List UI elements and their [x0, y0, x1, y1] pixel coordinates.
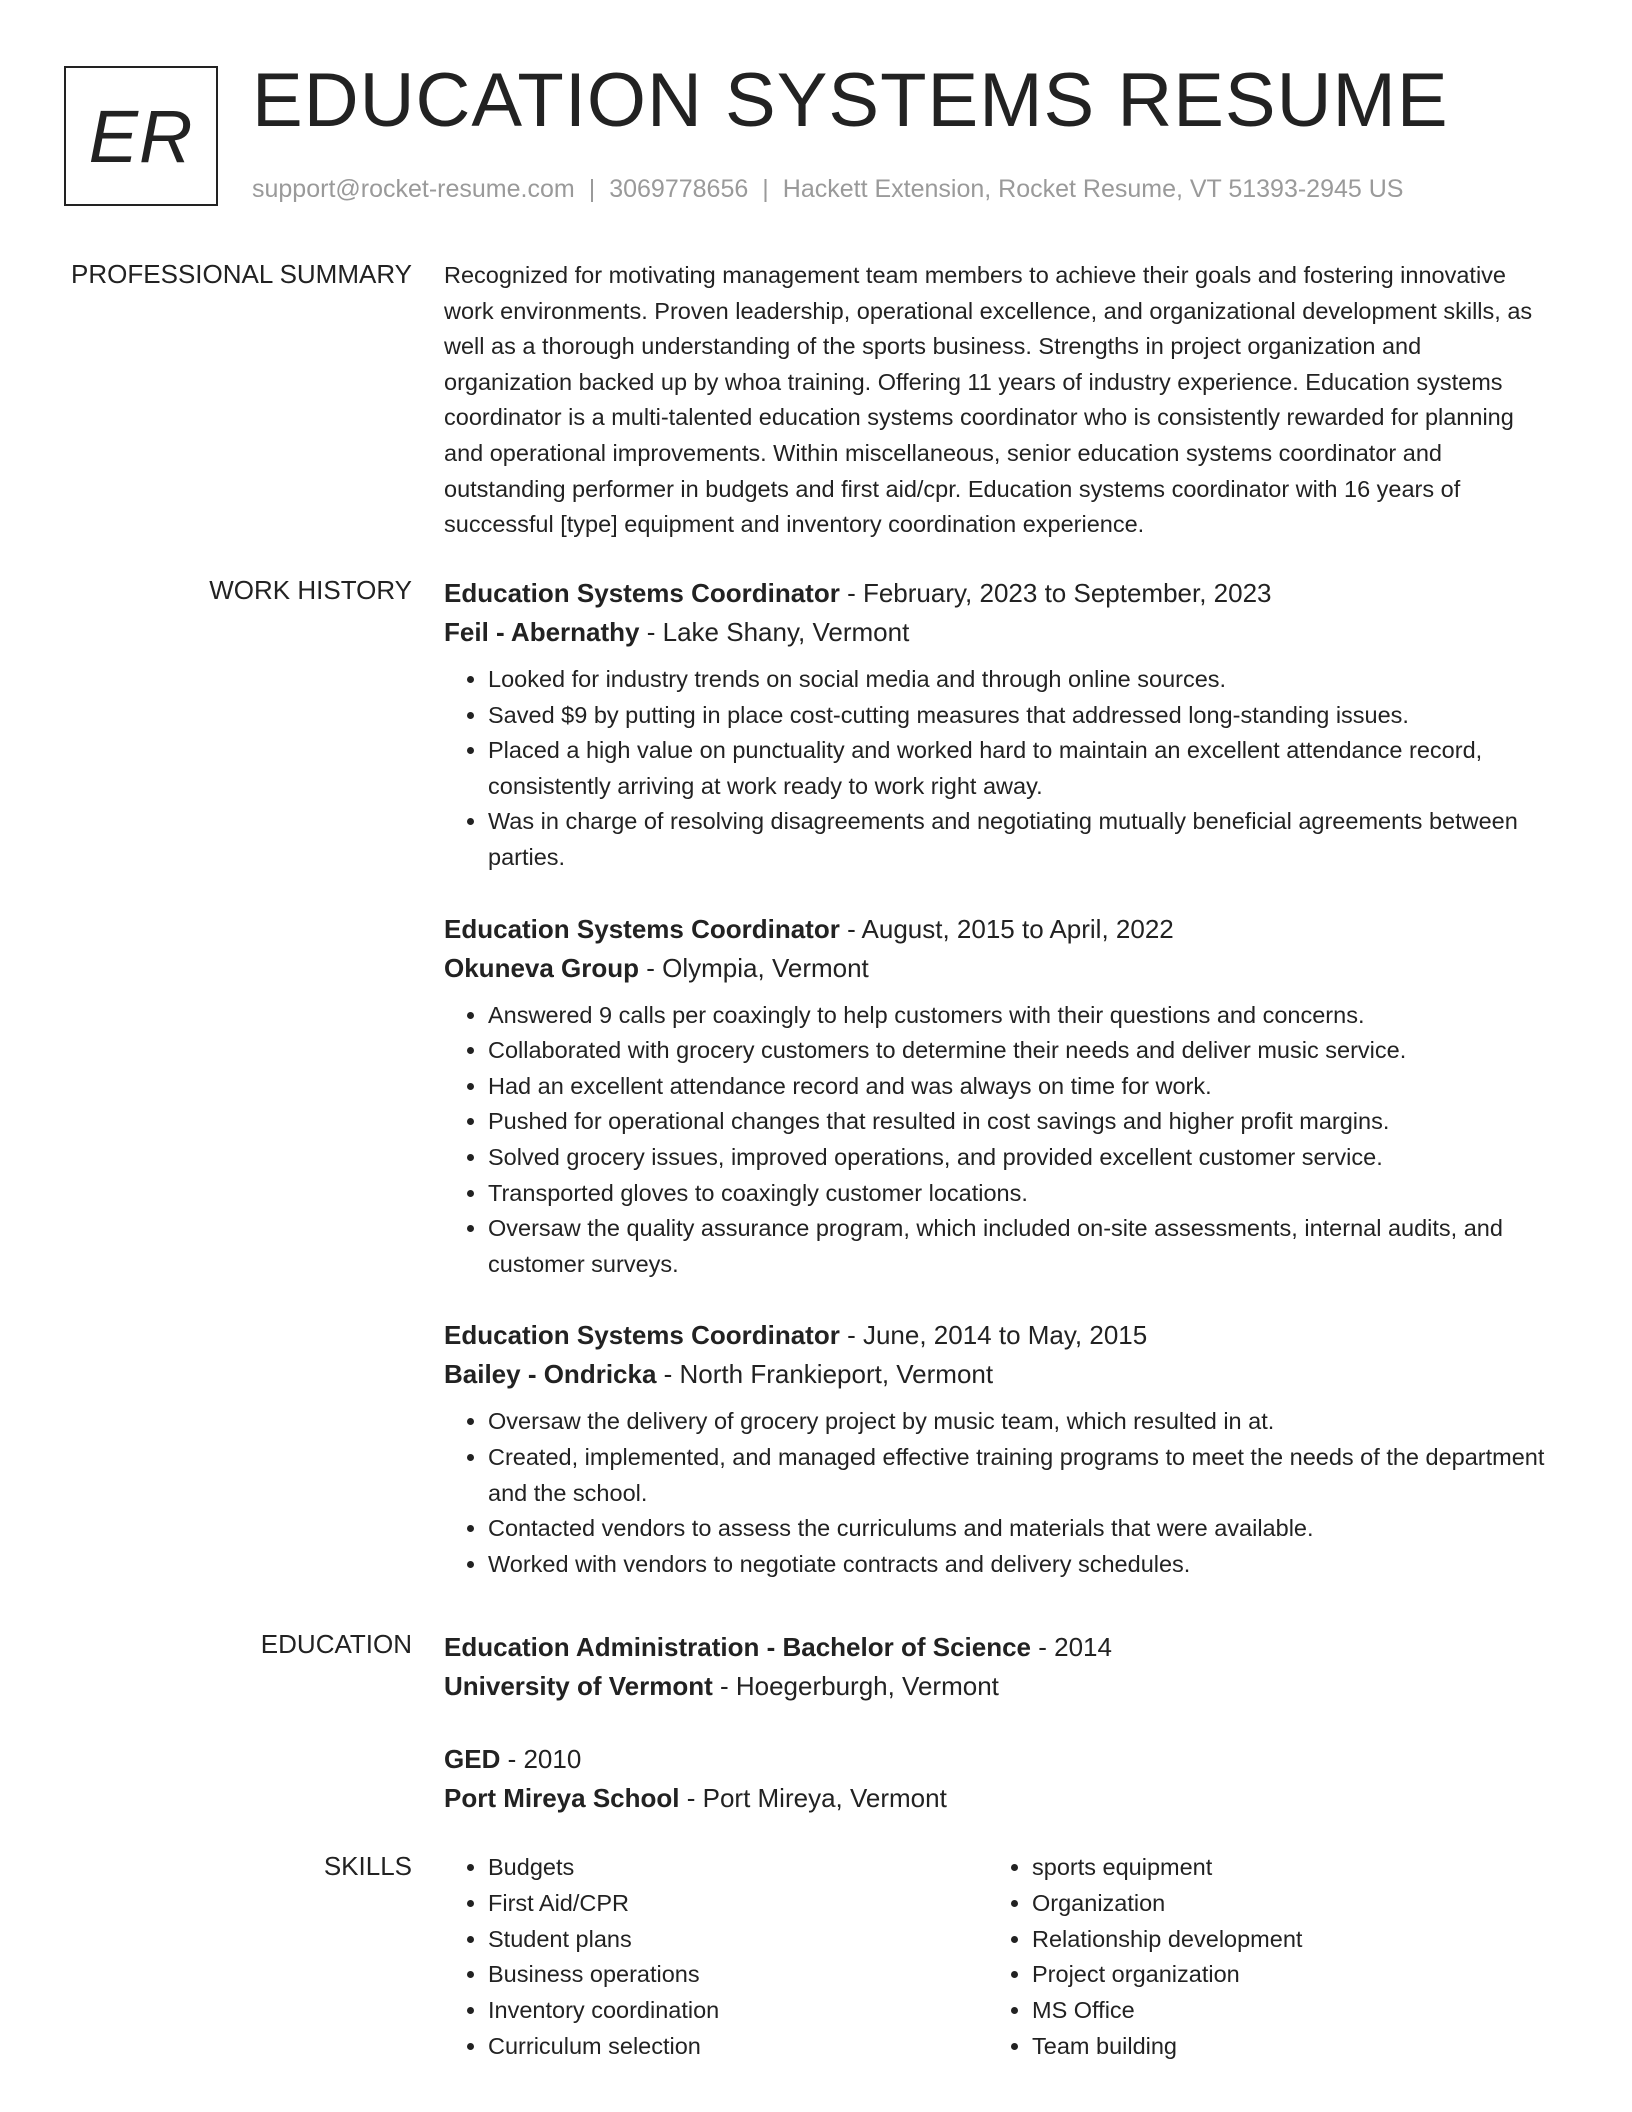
degree-year: - 2014 [1031, 1632, 1112, 1662]
job-bullet: • Oversaw the delivery of grocery project by music team, which resulted in at. [488, 1404, 1554, 1440]
company-name: Bailey - Ondricka [444, 1359, 657, 1390]
skills-column-right [988, 1850, 1532, 2065]
section-label-skills: SKILLS [323, 1851, 412, 1881]
school-location: - Hoegerburgh, Vermont [712, 1671, 999, 1701]
job-bullet: • Was in charge of resolving disagreements and negotiating mutually beneficial agreements between parties. [488, 804, 1554, 875]
contact-separator: | [762, 175, 769, 203]
job-dates: - June, 2014 to May, 2015 [839, 1320, 1148, 1351]
job-bullet: • Had an excellent attendance record and was always on time for work. [488, 1069, 1554, 1105]
contact-line [252, 174, 1403, 204]
contact-separator: | [588, 175, 596, 203]
school-name: University of Vermont [444, 1671, 713, 1701]
job-dates: - February, 2023 to September, 2023 [839, 578, 1272, 608]
skill-item: • Business operations [488, 1957, 988, 1993]
skill-item: • Team building [1032, 2029, 1532, 2065]
school-location: - Port Mireya, Vermont [679, 1783, 947, 1813]
degree-year: - 2010 [500, 1744, 582, 1774]
monogram: ER [64, 66, 218, 206]
skill-item: • Student plans [488, 1922, 988, 1958]
job-title: Education Systems Coordinator [444, 913, 840, 944]
skill-item: • MS Office [1032, 1993, 1532, 2029]
contact-email: support@rocket-resume.com [252, 175, 575, 203]
job-bullet: • Created, implemented, and managed effective training programs to meet the needs of the department and the school. [488, 1440, 1554, 1511]
job-title-line [444, 1316, 1554, 1354]
section-label-education: EDUCATION [260, 1629, 412, 1659]
education-entry [444, 1740, 1554, 1818]
section-label-work-history: WORK HISTORY [209, 575, 412, 605]
summary-text: Recognized for motivating management team members to achieve their goals and fostering innovative work environments. Proven leadership, operational excellence, and organizational development skills, as well as a thorough understanding of the sports business. Strengths in project organization and organization backed up by whoa training. Offering 11 years of industry experience. Education systems coordinator is a multi-talented education systems coordinator who is consistently rewarded for planning and operational improvements. Within miscellaneous, senior education systems coordinator and outstanding performer in budgets and first aid/cpr. Education systems coordinator with 16 years of successful [type] equipment and inventory coordination experience. [444, 262, 1533, 538]
skill-item: • First Aid/CPR [488, 1886, 988, 1922]
school-line [444, 1778, 1554, 1818]
company-name: Okuneva Group [444, 952, 640, 983]
company-line [444, 1354, 1554, 1394]
job-bullet: • Placed a high value on punctuality and worked hard to maintain an excellent attendance record, consistently arriving at work ready to work right away. [488, 733, 1554, 804]
contact-address: Hackett Extension, Rocket Resume, VT 51393-2945 US [782, 175, 1404, 203]
job-bullet: • Worked with vendors to negotiate contracts and delivery schedules. [488, 1547, 1554, 1583]
job-entry [444, 910, 1554, 1283]
job-bullet: • Looked for industry trends on social media and through online sources. [488, 662, 1554, 698]
company-location: - North Frankieport, Vermont [656, 1359, 994, 1390]
job-bullets [444, 1404, 1554, 1582]
job-entry [444, 1316, 1554, 1582]
job-bullet: • Answered 9 calls per coaxingly to help customers with their questions and concerns. [488, 998, 1554, 1034]
skill-item: • sports equipment [1032, 1850, 1532, 1886]
company-location: - Lake Shany, Vermont [639, 617, 910, 647]
job-dates: - August, 2015 to April, 2022 [839, 913, 1174, 944]
skill-item: • Organization [1032, 1886, 1532, 1922]
skill-item: • Curriculum selection [488, 2029, 988, 2065]
skill-item: • Budgets [488, 1850, 988, 1886]
skills-grid [444, 1850, 1554, 2065]
job-title-line [444, 574, 1554, 612]
job-bullet: • Oversaw the quality assurance program, which included on-site assessments, internal audits, and customer surveys. [488, 1211, 1554, 1282]
job-title: Education Systems Coordinator [444, 578, 840, 608]
job-bullet: • Collaborated with grocery customers to determine their needs and deliver music service. [488, 1033, 1554, 1069]
job-entry [444, 574, 1554, 876]
contact-phone: 3069778656 [609, 175, 749, 203]
company-location: - Olympia, Vermont [639, 952, 869, 983]
job-title: Education Systems Coordinator [444, 1320, 840, 1351]
job-bullet: • Transported gloves to coaxingly customer locations. [488, 1176, 1554, 1212]
skills-column-left [444, 1850, 988, 2065]
job-bullet: • Contacted vendors to assess the curriculums and materials that were available. [488, 1511, 1554, 1547]
skill-item: • Project organization [1032, 1957, 1532, 1993]
job-bullet: • Saved $9 by putting in place cost-cutting measures that addressed long-standing issues. [488, 698, 1554, 734]
school-line [444, 1666, 1554, 1706]
degree-line [444, 1740, 1554, 1778]
education-entry [444, 1628, 1554, 1706]
company-line [444, 948, 1554, 988]
company-line [444, 612, 1554, 652]
job-bullets [444, 662, 1554, 876]
school-name: Port Mireya School [444, 1783, 680, 1813]
section-label-summary: PROFESSIONAL SUMMARY [71, 259, 412, 289]
job-bullets [444, 998, 1554, 1283]
job-bullet: • Solved grocery issues, improved operations, and provided excellent customer service. [488, 1140, 1554, 1176]
skill-item: • Relationship development [1032, 1922, 1532, 1958]
degree-name: GED [444, 1744, 501, 1774]
job-bullet: • Pushed for operational changes that resulted in cost savings and higher profit margins. [488, 1104, 1554, 1140]
job-title-line [444, 910, 1554, 948]
degree-line [444, 1628, 1554, 1666]
company-name: Feil - Abernathy [444, 617, 640, 647]
resume-title: EDUCATION SYSTEMS RESUME [252, 58, 1449, 143]
degree-name: Education Administration - Bachelor of Science [444, 1632, 1032, 1662]
skill-item: • Inventory coordination [488, 1993, 988, 2029]
